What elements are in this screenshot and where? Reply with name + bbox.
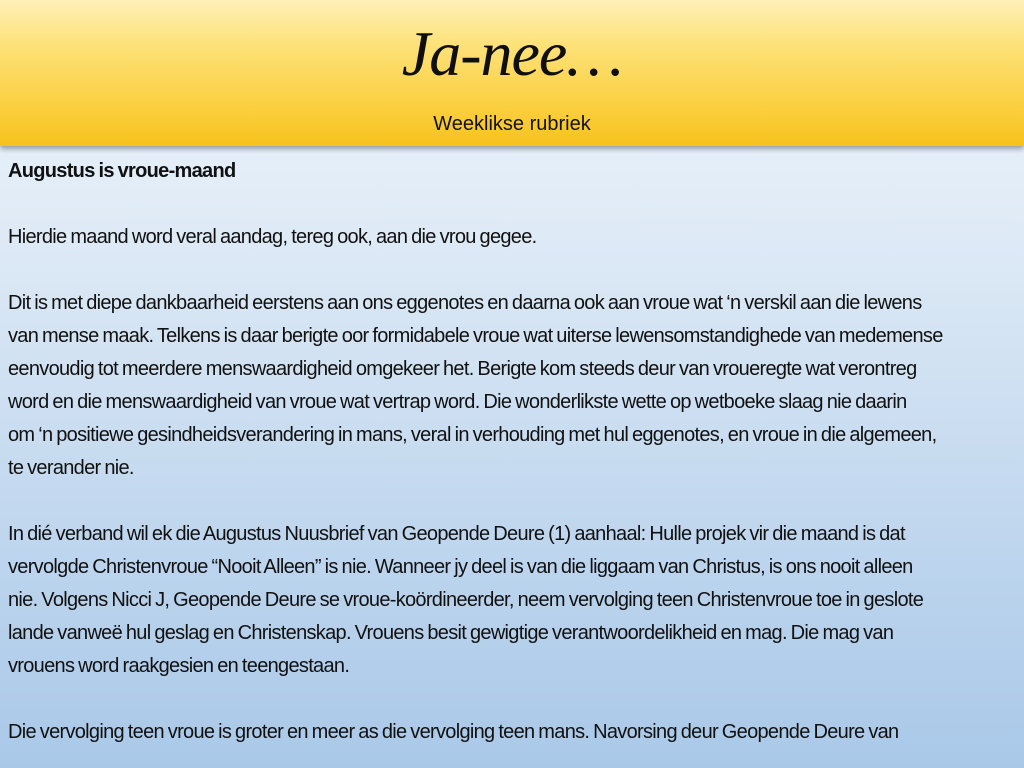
paragraph-line: vrouens word raakgesien en teengestaan. (8, 655, 350, 677)
article-body (8, 155, 1018, 749)
article-heading: Augustus is vroue-maand (8, 160, 236, 182)
paragraph-line: Die vervolging teen vroue is groter en meer as die vervolging teen mans. Navorsing deur Geopende Deure van (8, 721, 899, 743)
paragraph-1 (8, 221, 1018, 254)
paragraph-line: Hierdie maand word veral aandag, tereg ook, aan die vrou gegee. (8, 226, 537, 248)
paragraph-4 (8, 716, 1018, 749)
paragraph-gap (8, 254, 1018, 287)
paragraph-line: nie. Volgens Nicci J, Geopende Deure se vroue-koördineerder, neem vervolging teen Christenvroue toe in geslote (8, 589, 924, 611)
paragraph-line: lande vanweë hul geslag en Christenskap. Vrouens besit gewigtige verantwoordelikheid en mag. Die mag van (8, 622, 894, 644)
paragraph-line: eenvoudig tot meerdere menswaardigheid omgekeer het. Berigte kom steeds deur van vroueregte wat verontreg (8, 358, 917, 380)
paragraph-line: te verander nie. (8, 457, 134, 479)
paragraph-gap (8, 188, 1018, 221)
paragraph-line: Dit is met diepe dankbaarheid eerstens aan ons eggenotes en daarna ook aan vroue wat ‘n verskil aan die lewens (8, 292, 922, 314)
paragraph-line: word en die menswaardigheid van vroue wat vertrap word. Die wonderlikste wette op wetboeke slaag nie daarin (8, 391, 907, 413)
page-subtitle: Weeklikse rubriek (433, 113, 591, 135)
paragraph-gap (8, 683, 1018, 716)
paragraph-line: In dié verband wil ek die Augustus Nuusbrief van Geopende Deure (1) aanhaal: Hulle projek vir die maand is dat (8, 523, 905, 545)
paragraph-line: vervolgde Christenvroue “Nooit Alleen” is nie. Wanneer jy deel is van die liggaam van Christus, is ons nooit alleen (8, 556, 913, 578)
paragraph-line: om ‘n positiewe gesindheidsverandering in mans, veral in verhouding met hul eggenotes, en vroue in die algemeen, (8, 424, 937, 446)
paragraph-gap (8, 485, 1018, 518)
paragraph-3 (8, 518, 1018, 683)
paragraph-2 (8, 287, 1018, 485)
paragraph-line: van mense maak. Telkens is daar berigte oor formidabele vroue wat uiterse lewensomstandighede van medemense (8, 325, 943, 347)
header-banner (0, 0, 1024, 146)
page-title: Ja-nee… (401, 18, 623, 89)
